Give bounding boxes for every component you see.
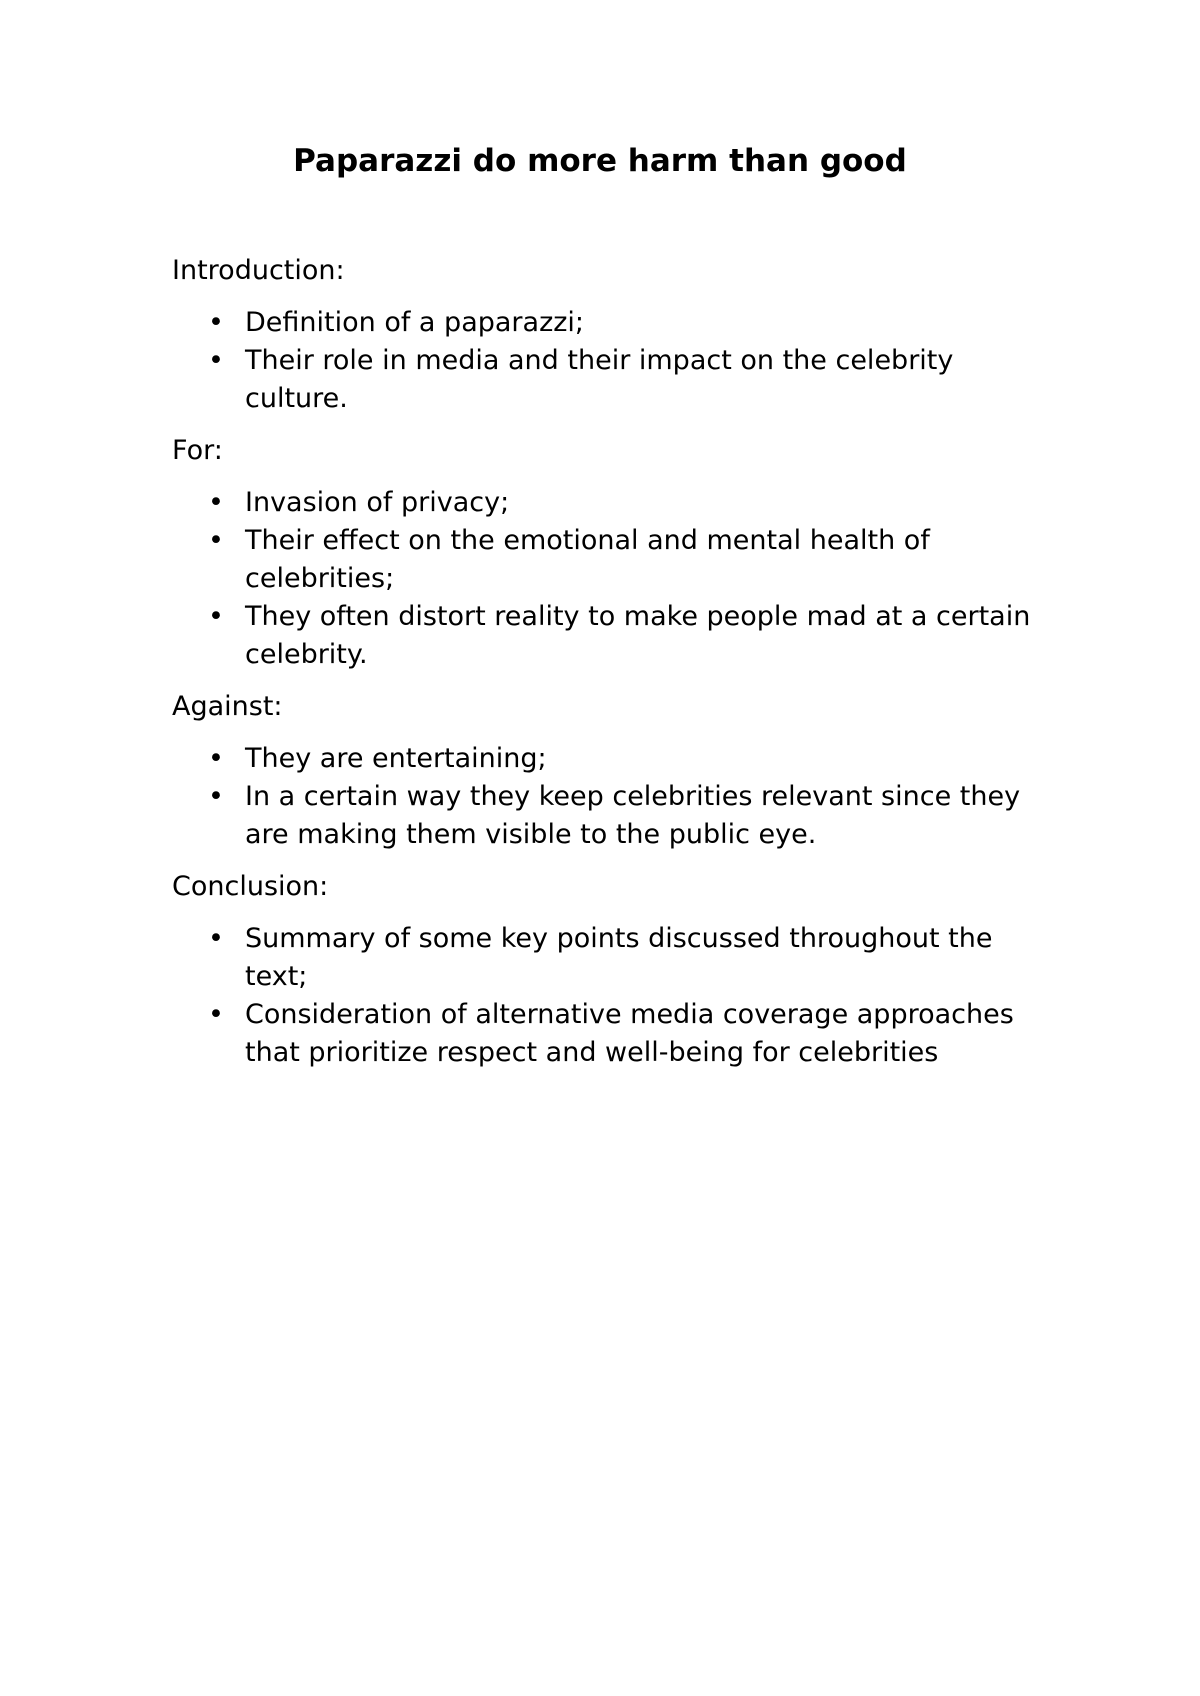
- bullet-list: [172, 740, 1052, 854]
- bullet-icon: •: [208, 601, 224, 632]
- bullet-list: [172, 304, 1052, 418]
- list-item-text: They often distort reality to make people mad at a certain celebrity.: [245, 601, 1031, 670]
- list-item: [172, 598, 1052, 674]
- list-item: [172, 342, 1052, 418]
- bullet-list: [172, 920, 1052, 1072]
- list-item: [172, 304, 1052, 342]
- bullet-icon: •: [208, 487, 224, 518]
- bullet-icon: •: [208, 923, 224, 954]
- list-item-text: They are entertaining;: [245, 743, 547, 774]
- section-conclusion: [172, 868, 1052, 1072]
- list-item-text: Consideration of alternative media coverage approaches that prioritize respect and well-being for celebrities: [245, 999, 1014, 1068]
- list-item: [172, 920, 1052, 996]
- section-introduction: [172, 252, 1052, 418]
- list-item: [172, 996, 1052, 1072]
- list-item-text: Summary of some key points discussed throughout the text;: [245, 923, 993, 992]
- bullet-icon: •: [208, 345, 224, 376]
- list-item-text: Definition of a paparazzi;: [245, 307, 585, 338]
- list-item: [172, 740, 1052, 778]
- list-item: [172, 484, 1052, 522]
- document-title: Paparazzi do more harm than good: [293, 143, 907, 179]
- section-heading: Introduction:: [172, 255, 345, 286]
- section-heading: Against:: [172, 691, 283, 722]
- bullet-list: [172, 484, 1052, 674]
- document-body: [172, 252, 1052, 1086]
- bullet-icon: •: [208, 307, 224, 338]
- list-item-text: In a certain way they keep celebrities relevant since they are making them visible to the public eye.: [245, 781, 1021, 850]
- section-for: [172, 432, 1052, 674]
- bullet-icon: •: [208, 781, 224, 812]
- list-item-text: Their role in media and their impact on the celebrity culture.: [245, 345, 954, 414]
- section-against: [172, 688, 1052, 854]
- section-heading: For:: [172, 435, 223, 466]
- list-item: [172, 778, 1052, 854]
- bullet-icon: •: [208, 743, 224, 774]
- bullet-icon: •: [208, 999, 224, 1030]
- bullet-icon: •: [208, 525, 224, 556]
- list-item-text: Invasion of privacy;: [245, 487, 510, 518]
- list-item-text: Their effect on the emotional and mental health of celebrities;: [245, 525, 930, 594]
- section-heading: Conclusion:: [172, 871, 329, 902]
- list-item: [172, 522, 1052, 598]
